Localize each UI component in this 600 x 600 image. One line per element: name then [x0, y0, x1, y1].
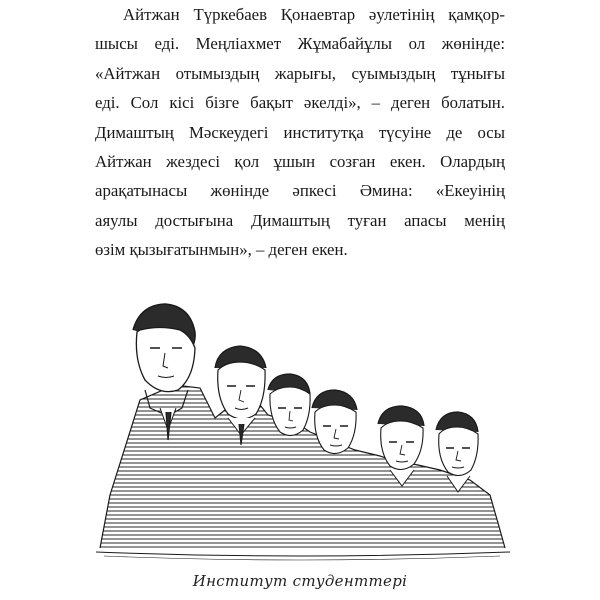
- paragraph-line: Димаштың Мәскеудегі институтқа түсуіне де осы: [95, 122, 505, 142]
- paragraph-line: өзім қызығатынмын», – деген екен.: [95, 240, 348, 260]
- paragraph-line: еді. Сол кісі бізге бақыт әкелді», – деген болатын.: [95, 93, 505, 113]
- paragraph-line: Айтжан Түркебаев Қонаевтар әулетінің қамқор-: [123, 5, 505, 24]
- paragraph: [95, 0, 505, 265]
- paragraph-line: Айтжан жездесі қол ұшын созған екен. Олардың: [95, 151, 505, 171]
- students-illustration: [0, 290, 600, 600]
- paragraph-line: «Айтжан отымыздың жарығы, суымыздың тұнығы: [95, 63, 505, 83]
- paragraph-line: аяулы достығына Димаштың туған апасы менің: [95, 210, 505, 230]
- illustration-caption: Институт студенттері: [192, 572, 408, 590]
- paragraph-line: шысы еді. Меңліахмет Жұмабайұлы ол жөнінде:: [95, 34, 505, 54]
- paragraph-line: арақатынасы жөнінде әпкесі Әмина: «Екеуінің: [95, 181, 505, 201]
